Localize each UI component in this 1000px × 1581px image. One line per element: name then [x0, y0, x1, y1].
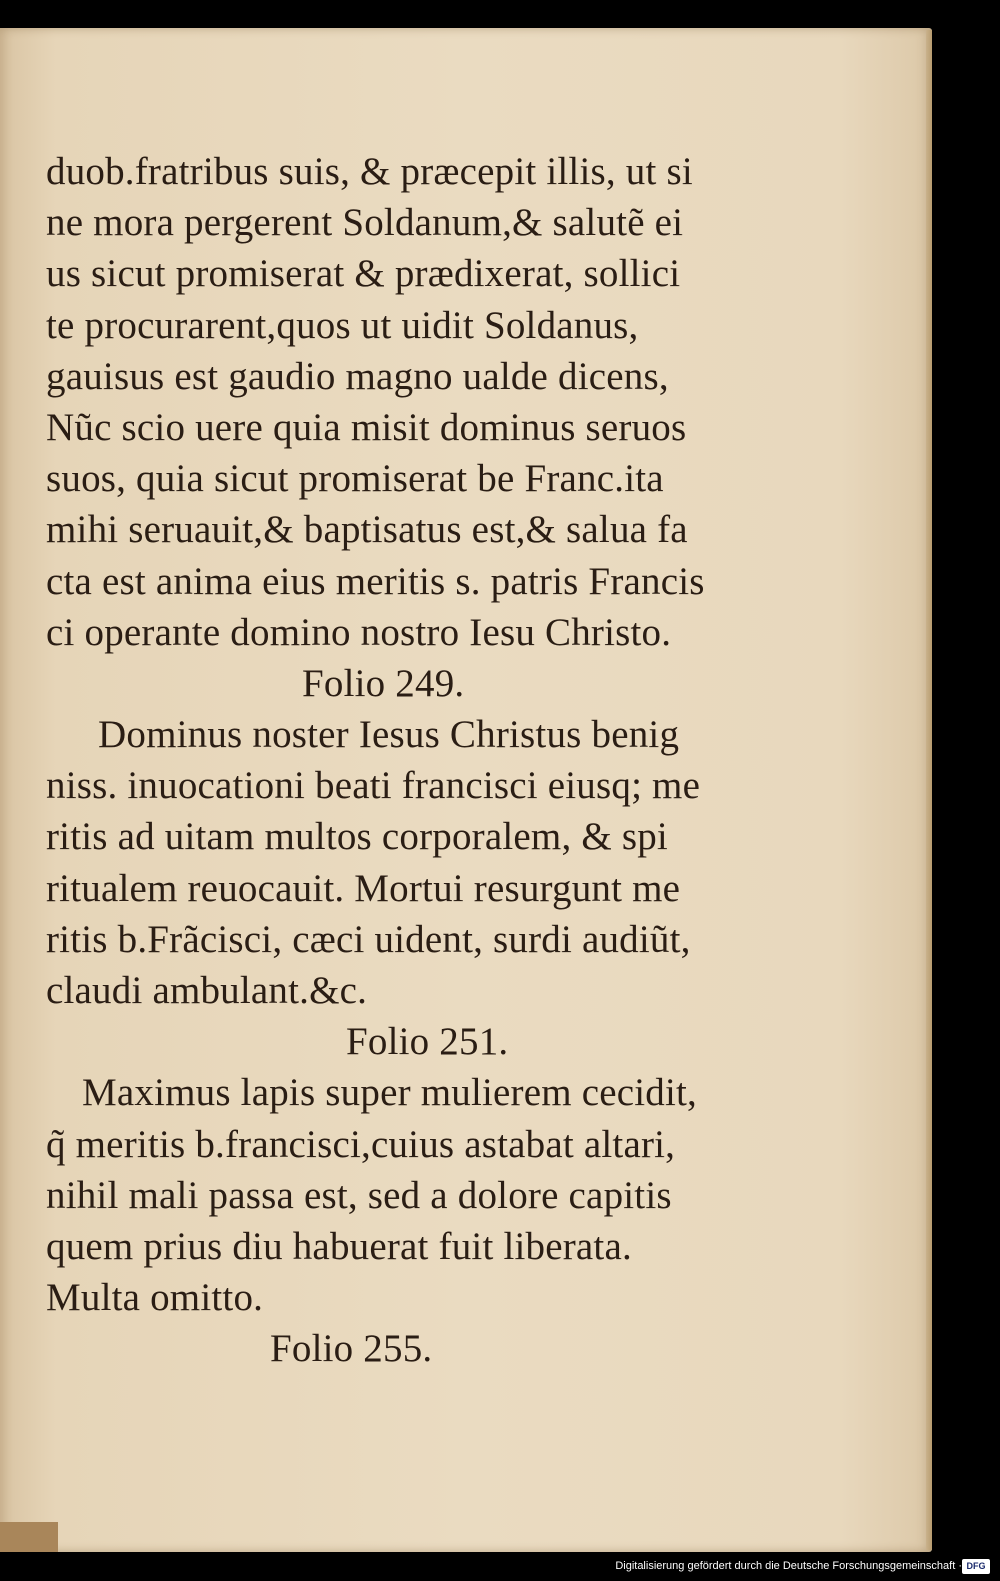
text-line: us sicut promiserat & prædixerat, sollici [46, 252, 681, 296]
text-line: Multa omitto. [46, 1276, 264, 1320]
text-line: Maximus lapis super mulierem cecidit, [82, 1071, 698, 1115]
text-line: mihi seruauit,& baptisatus est,& salua fa [46, 508, 688, 552]
text-line: duob.fratribus suis, & præcepit illis, ut si [46, 150, 693, 193]
text-line: gauisus est gaudio magno ualde dicens, [46, 354, 669, 398]
text-line: Dominus noster Iesus Christus benig [98, 713, 680, 757]
binding-strip [0, 1522, 58, 1552]
page-edge [926, 30, 932, 1550]
folio-heading: Folio 251. [346, 1020, 509, 1064]
text-line: ritis b.Frãcisci, cæci uident, surdi audiũt, [46, 917, 691, 961]
text-line: suos, quia sicut promiserat be Franc.ita [46, 457, 664, 501]
text-line: ritis ad uitam multos corporalem, & spi [46, 815, 668, 859]
text-line: niss. inuocationi beati francisci eiusq; me [46, 764, 701, 808]
text-line: q̃ meritis b.francisci,cuius astabat altari, [46, 1122, 676, 1166]
page-text [46, 146, 736, 1375]
dfg-logo: DFG [962, 1559, 990, 1574]
text-line: Nũc scio uere quia misit dominus seruos [46, 405, 687, 449]
text-line: te procurarent,quos ut uidit Soldanus, [46, 303, 639, 347]
text-line: claudi ambulant.&c. [46, 969, 368, 1012]
text-line: quem prius diu habuerat fuit liberata. [46, 1224, 632, 1268]
text-line: nihil mali passa est, sed a dolore capitis [46, 1173, 672, 1217]
text-line: ne mora pergerent Soldanum,& salutẽ ei [46, 201, 684, 245]
folio-heading: Folio 255. [270, 1327, 433, 1371]
text-line: ritualem reuocauit. Mortui resurgunt me [46, 866, 681, 910]
digitization-credit: Digitalisierung gefördert durch die Deutsche Forschungsgemeinschaft · [615, 1560, 962, 1572]
text-line: ci operante domino nostro Iesu Christo. [46, 610, 672, 654]
folio-heading: Folio 249. [302, 661, 465, 705]
text-line: cta est anima eius meritis s. patris Francis [46, 559, 705, 603]
